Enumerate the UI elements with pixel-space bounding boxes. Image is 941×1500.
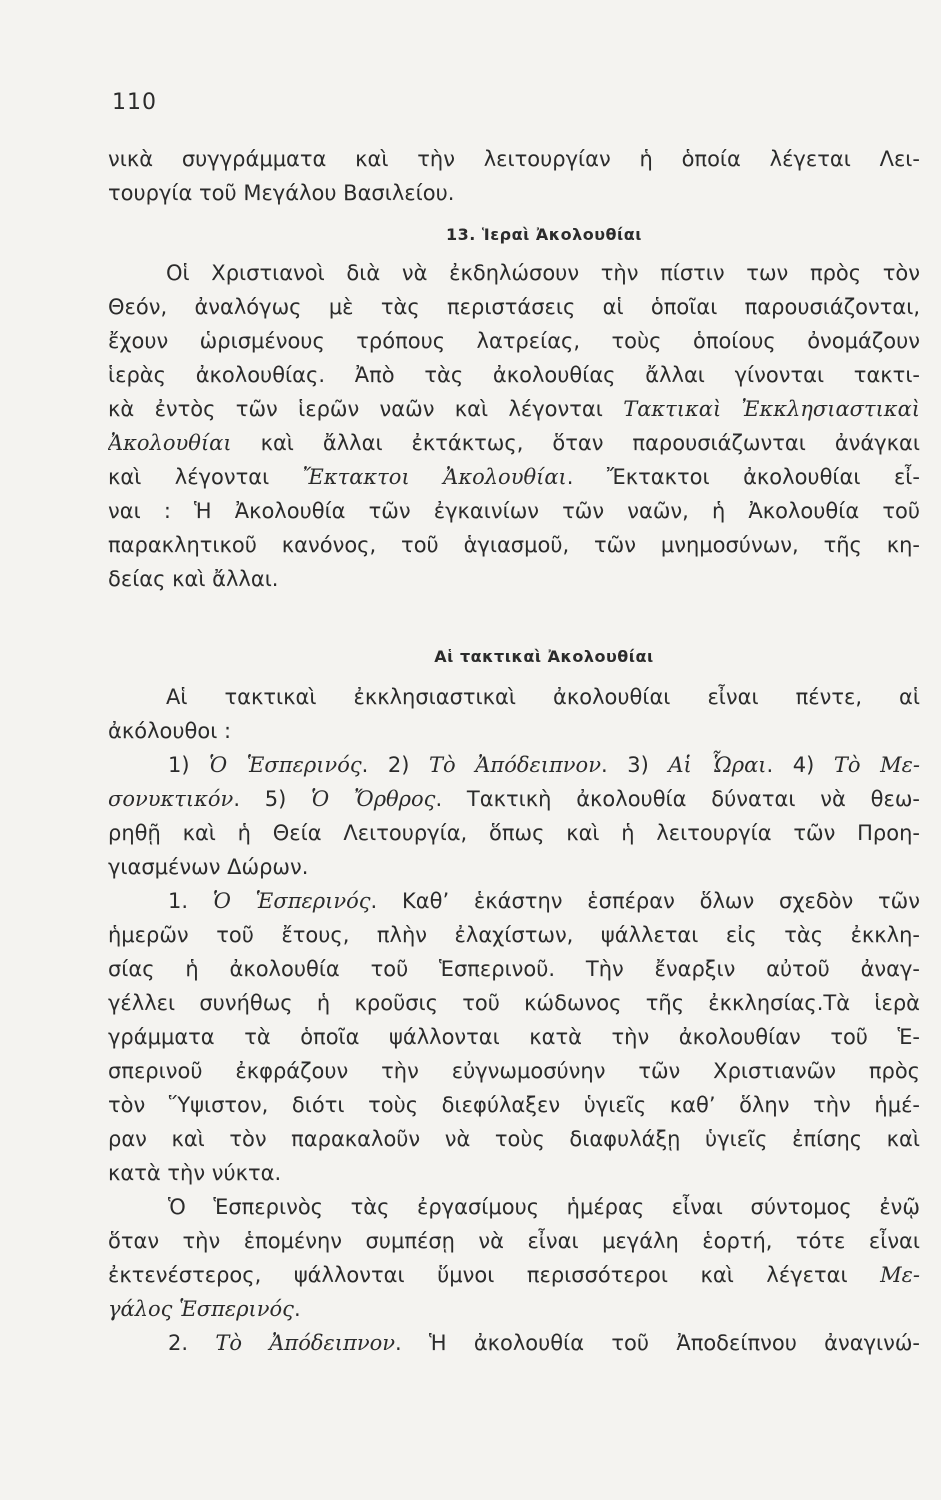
- text-line: σπερινοῦ ἐκφράζουν τὴν εὐγνωμοσύνην τῶν Χριστιανῶν πρὸς: [108, 1059, 920, 1083]
- text-run: . 5): [233, 787, 312, 811]
- italic-term: Ὁ Ὄρθρος: [311, 787, 436, 811]
- text-line: ἱερὰς ἀκολουθίας. Ἀπὸ τὰς ἀκολουθίας ἄλλαι γίνονται τακτι-: [108, 363, 920, 387]
- text-run: 2.: [168, 1331, 216, 1355]
- italic-term: γάλος Ἑσπερινός: [108, 1297, 294, 1321]
- italic-term: Ὁ Ἑσπερινός: [209, 753, 362, 777]
- text-line: δείας καὶ ἄλλαι.: [108, 567, 279, 591]
- page-number: 110: [112, 90, 157, 115]
- italic-term: Αἱ Ὧραι: [668, 753, 767, 777]
- text-line: τουργία τοῦ Μεγάλου Βασιλείου.: [108, 181, 455, 205]
- italic-term: σονυκτικόν: [108, 787, 234, 811]
- text-line: [108, 782, 920, 816]
- text-line: ἔχουν ὡρισμένους τρόπους λατρείας, τοὺς ὁποίους ὀνομάζουν: [108, 329, 920, 353]
- paragraph-first-line: Οἱ Χριστιανοὶ διὰ νὰ ἐκδηλώσουν τὴν πίστιν των πρὸς τὸν: [166, 261, 920, 285]
- text-run: καὶ ἄλλαι ἐκτάκτως, ὅταν παρουσιάζωνται ἀνάγκαι: [231, 431, 920, 455]
- text-line: γιασμένων Δώρων.: [108, 855, 309, 879]
- text-line: ραν καὶ τὸν παρακαλοῦν νὰ τοὺς διαφυλάξῃ ὑγιεῖς ἐπίσης καὶ: [108, 1127, 920, 1151]
- text-run: ἐκτενέστερος, ψάλλονται ὕμνοι περισσότεροι καὶ λέγεται: [108, 1263, 881, 1287]
- text-line: [108, 392, 920, 426]
- text-line: ρηθῇ καὶ ἡ Θεία Λειτουργία, ὅπως καὶ ἡ λειτουργία τῶν Προη-: [108, 821, 920, 845]
- italic-term: Τὸ Με-: [833, 753, 920, 777]
- subsection-heading: Αἱ τακτικαὶ Ἀκολουθίαι: [434, 647, 654, 666]
- text-line: κατὰ τὴν νύκτα.: [108, 1161, 282, 1185]
- italic-term: Ἔκτακτοι Ἀκολουθίαι: [302, 465, 567, 489]
- section-heading: 13. Ἱεραὶ Ἀκολουθίαι: [445, 225, 642, 244]
- text-line: [108, 460, 920, 494]
- text-line: [108, 1258, 920, 1292]
- text-run: 1): [168, 753, 210, 777]
- text-line: γέλλει συνήθως ἡ κροῦσις τοῦ κώδωνος τῆς ἐκκλησίας.Τὰ ἱερὰ: [108, 991, 920, 1015]
- text-run: . Ἔκτακτοι ἀκολουθίαι εἶ-: [566, 465, 920, 489]
- paragraph-first-line: [108, 884, 920, 918]
- text-run: . 4): [766, 753, 834, 777]
- text-line: [108, 748, 920, 782]
- text-line: τὸν Ὕψιστον, διότι τοὺς διεφύλαξεν ὑγιεῖς καθ’ ὅλην τὴν ἡμέ-: [108, 1093, 920, 1117]
- text-line: [108, 426, 920, 460]
- text-line: σίας ἡ ἀκολουθία τοῦ Ἑσπερινοῦ. Τὴν ἔναρξιν αὐτοῦ ἀναγ-: [108, 957, 920, 981]
- text-run: κὰ ἐντὸς τῶν ἱερῶν ναῶν καὶ λέγονται: [108, 397, 624, 421]
- text-line: γράμματα τὰ ὁποῖα ψάλλονται κατὰ τὴν ἀκολουθίαν τοῦ Ἑ-: [108, 1025, 920, 1049]
- italic-term: Τὸ Ἀπόδειπνον: [429, 753, 601, 777]
- text-line: ναι : Ἡ Ἀκολουθία τῶν ἐγκαινίων τῶν ναῶν, ἡ Ἀκολουθία τοῦ: [108, 499, 920, 523]
- text-run: καὶ λέγονται: [108, 465, 303, 489]
- paragraph-first-line: Αἱ τακτικαὶ ἐκκλησιαστικαὶ ἀκολουθίαι εἶναι πέντε, αἱ: [166, 685, 920, 709]
- text-run: . 3): [600, 753, 669, 777]
- text-run: . Τακτικὴ ἀκολουθία δύναται νὰ θεω-: [435, 787, 920, 811]
- text-run: . Καθ’ ἑκάστην ἑσπέραν ὅλων σχεδὸν τῶν: [370, 889, 920, 913]
- italic-term: Τακτικαὶ Ἐκκλησιαστικαὶ: [623, 397, 920, 421]
- page-body: [108, 142, 920, 1360]
- italic-term: Ἀκολουθίαι: [108, 431, 232, 455]
- text-line: Θεόν, ἀναλόγως μὲ τὰς περιστάσεις αἱ ὁποῖαι παρουσιάζονται,: [108, 295, 920, 319]
- text-run: . 2): [361, 753, 429, 777]
- italic-term: Τὸ Ἀπόδειπνον: [215, 1331, 396, 1355]
- text-run: 1.: [168, 889, 213, 913]
- paragraph-first-line: Ὁ Ἑσπερινὸς τὰς ἐργασίμους ἡμέρας εἶναι σύντομος ἐνῷ: [168, 1195, 920, 1219]
- text-run: .: [293, 1297, 301, 1321]
- text-line: παρακλητικοῦ κανόνος, τοῦ ἁγιασμοῦ, τῶν μνημοσύνων, τῆς κη-: [108, 533, 920, 557]
- text-run: . Ἡ ἀκολουθία τοῦ Ἀποδείπνου ἀναγινώ-: [395, 1331, 920, 1355]
- text-line: ἀκόλουθοι :: [108, 719, 232, 743]
- italic-term: Με-: [880, 1263, 920, 1287]
- text-line: [108, 1292, 920, 1326]
- text-line: ὅταν τὴν ἑπομένην συμπέσῃ νὰ εἶναι μεγάλη ἑορτή, τότε εἶναι: [108, 1229, 920, 1253]
- text-line: ἡμερῶν τοῦ ἔτους, πλὴν ἐλαχίστων, ψάλλεται εἰς τὰς ἐκκλη-: [108, 923, 920, 947]
- italic-term: Ὁ Ἑσπερινός: [212, 889, 371, 913]
- text-line: νικὰ συγγράμματα καὶ τὴν λειτουργίαν ἡ ὁποία λέγεται Λει-: [108, 147, 920, 171]
- paragraph-first-line: [108, 1326, 920, 1360]
